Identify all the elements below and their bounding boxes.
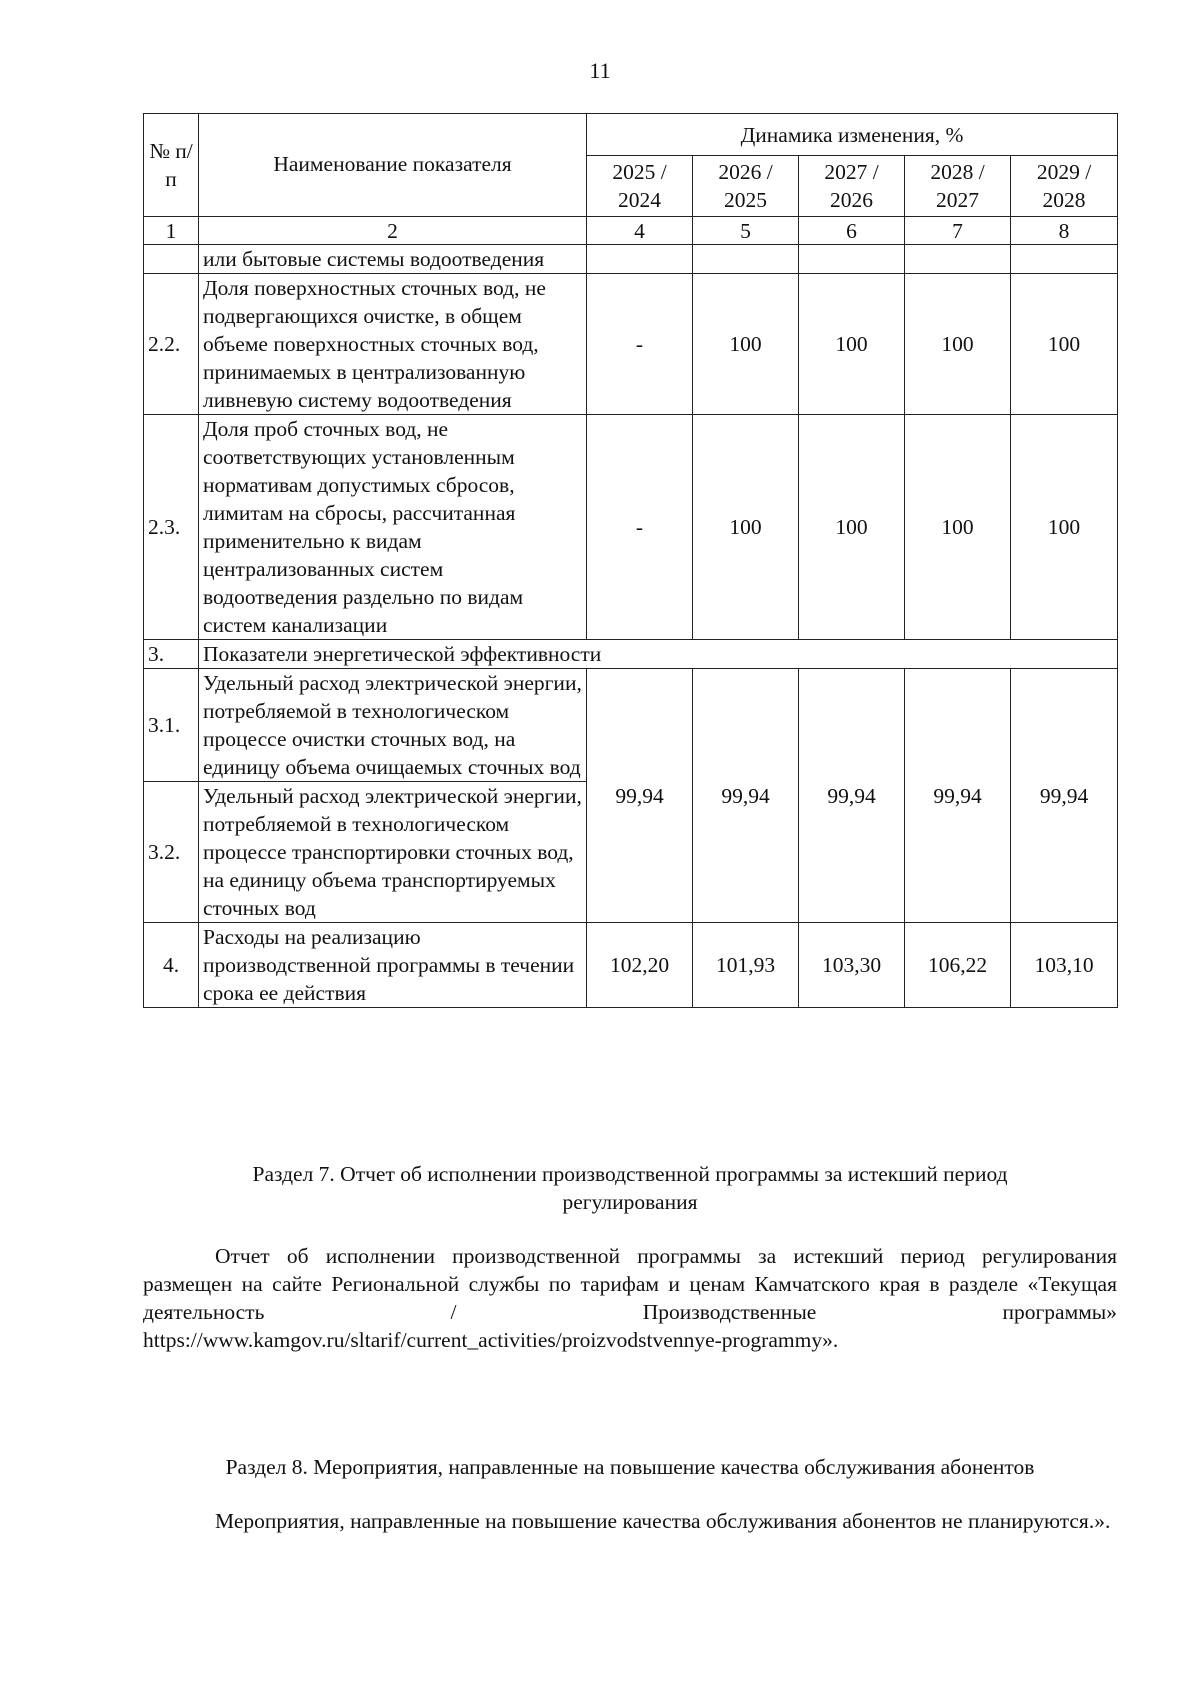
row-value (799, 245, 905, 274)
section-8-title: Раздел 8. Мероприятия, направленные на повышение качества обслуживания абонентов (225, 1455, 1035, 1479)
page-number: 11 (589, 58, 611, 83)
col-index: 5 (693, 217, 799, 245)
row-value: - (587, 415, 693, 640)
row-value: 101,93 (693, 923, 799, 1008)
section-title: Показатели энергетической эффективности (199, 640, 1118, 669)
row-number: 2.3. (144, 415, 199, 640)
row-value: 99,94 (1011, 669, 1118, 923)
row-value: 103,30 (799, 923, 905, 1008)
row-name: Доля проб сточных вод, не соответствующих установленным нормативам допустимых сбросов, лимитам на сбросы, рассчитанная применительно к видам централизованных систем водоотведения раздельно по видам систем канализации (199, 415, 587, 640)
row-value: 100 (799, 415, 905, 640)
row-value: 106,22 (905, 923, 1011, 1008)
row-value: 100 (1011, 274, 1118, 415)
row-name: или бытовые системы водоотведения (199, 245, 587, 274)
section-7 (143, 1160, 1117, 1354)
col-index: 1 (144, 217, 199, 245)
table-row (144, 923, 1118, 1008)
row-value: 99,94 (905, 669, 1011, 923)
row-value: 99,94 (587, 669, 693, 923)
row-value: 100 (905, 274, 1011, 415)
row-value (1011, 245, 1118, 274)
row-value: 100 (693, 415, 799, 640)
table-row (144, 669, 1118, 782)
header-name: Наименование показателя (199, 114, 587, 217)
row-name: Доля поверхностных сточных вод, не подвергающихся очистке, в общем объеме поверхностных сточных вод, принимаемых в централизованную ливневую систему водоотведения (199, 274, 587, 415)
table-row (144, 274, 1118, 415)
row-number: 3.1. (144, 669, 199, 782)
row-value: 100 (905, 415, 1011, 640)
row-value: 102,20 (587, 923, 693, 1008)
section-row (144, 640, 1118, 669)
row-name: Удельный расход электрической энергии, потребляемой в технологическом процессе очистки сточных вод, на единицу объема очищаемых сточных вод (199, 669, 587, 782)
row-value: 100 (1011, 415, 1118, 640)
row-value: 103,10 (1011, 923, 1118, 1008)
row-number: 2.2. (144, 274, 199, 415)
header-dynamics: Динамика изменения, % (587, 114, 1118, 156)
row-value (587, 245, 693, 274)
col-index: 8 (1011, 217, 1118, 245)
col-index: 6 (799, 217, 905, 245)
header-no: № п/п (144, 114, 199, 217)
row-value: 100 (799, 274, 905, 415)
header-year: 2026 / 2025 (693, 156, 799, 217)
row-value: - (587, 274, 693, 415)
table-row (144, 415, 1118, 640)
section-8 (143, 1453, 1117, 1535)
row-value (693, 245, 799, 274)
row-value: 99,94 (693, 669, 799, 923)
section-7-text: Отчет об исполнении производственной программы за истекший период регулирования размещен на сайте Региональной службы по тарифам и ценам Камчатского края в разделе «Текущая деятельность / Производственные программы» https://www.kamgov.ru/sltarif/current_activities/proizvodstvennye-programmy». (143, 1244, 1117, 1352)
header-year: 2029 / 2028 (1011, 156, 1118, 217)
col-index: 4 (587, 217, 693, 245)
row-number: 3.2. (144, 782, 199, 923)
indicators-table (143, 113, 1118, 1008)
row-value (905, 245, 1011, 274)
col-index: 2 (199, 217, 587, 245)
section-7-title: Раздел 7. Отчет об исполнении производственной программы за истекший период регулирования (252, 1162, 1008, 1214)
row-name: Удельный расход электрической энергии, потребляемой в технологическом процессе транспортировки сточных вод, на единицу объема транспортируемых сточных вод (199, 782, 587, 923)
row-number: 4. (144, 923, 199, 1008)
row-number: 3. (144, 640, 199, 669)
row-number (144, 245, 199, 274)
section-8-text: Мероприятия, направленные на повышение качества обслуживания абонентов не планируются.». (215, 1509, 1111, 1533)
row-name: Расходы на реализацию производственной программы в течении срока ее действия (199, 923, 587, 1008)
table-row (144, 245, 1118, 274)
column-index-row (144, 217, 1118, 245)
row-value: 100 (693, 274, 799, 415)
row-value: 99,94 (799, 669, 905, 923)
header-year: 2028 / 2027 (905, 156, 1011, 217)
col-index: 7 (905, 217, 1011, 245)
header-year: 2027 / 2026 (799, 156, 905, 217)
header-year: 2025 / 2024 (587, 156, 693, 217)
